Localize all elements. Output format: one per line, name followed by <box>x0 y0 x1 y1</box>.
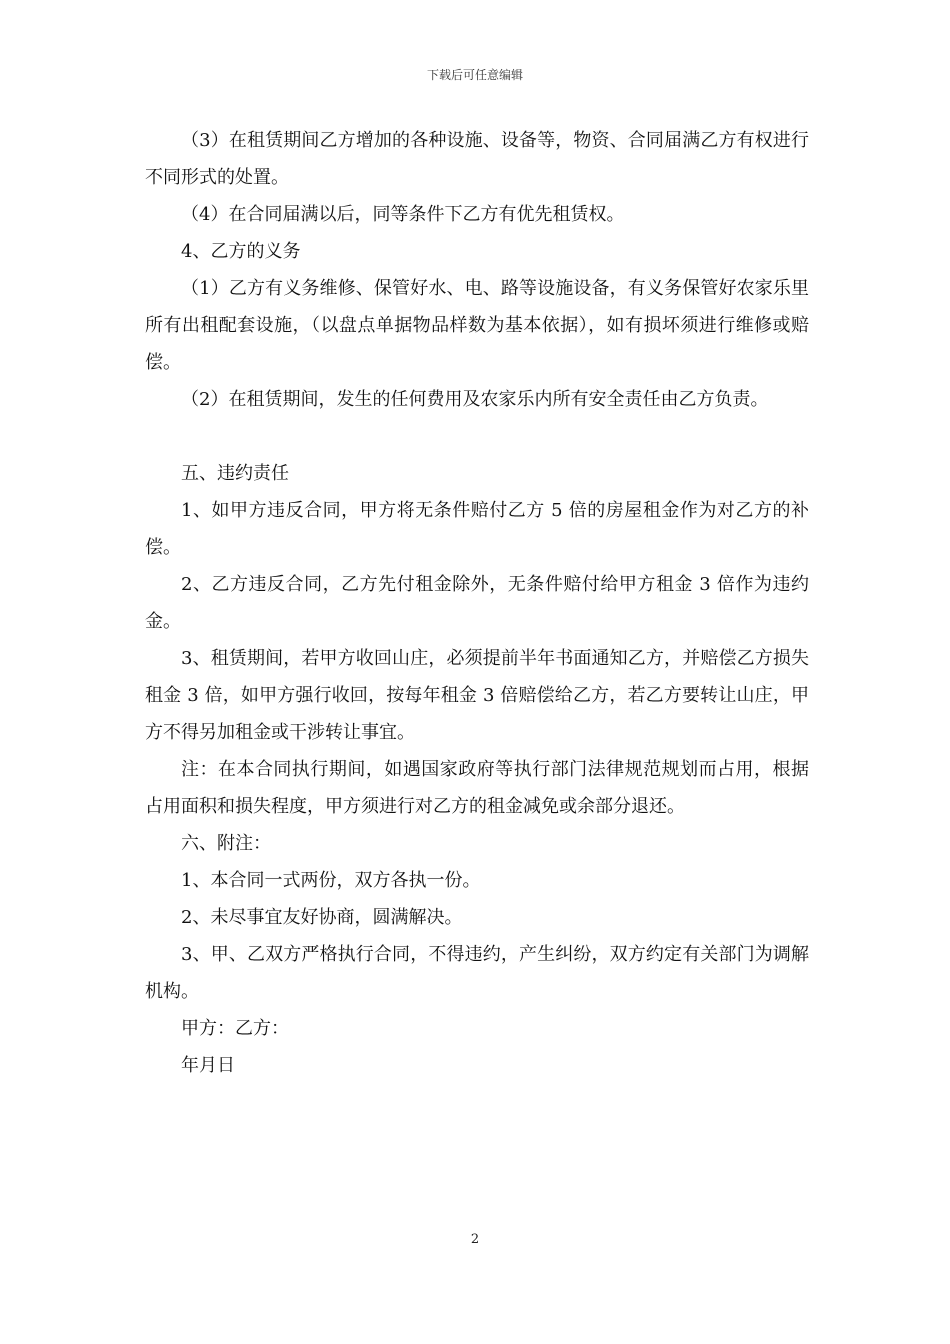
section-heading-appendix: 六、附注： <box>181 833 271 854</box>
date-line: 年月日 <box>181 1055 235 1076</box>
paragraph-clause-3-4: （4）在合同届满以后，同等条件下乙方有优先租赁权。 <box>181 204 625 225</box>
document-body <box>145 122 809 1084</box>
paragraph-clause-3-3: （3）在租赁期间乙方增加的各种设施、设备等，物资、合同届满乙方有权进行不同形式的处置。 <box>145 130 809 188</box>
paragraph-appendix-3: 3、甲、乙双方严格执行合同，不得违约，产生纠纷，双方约定有关部门为调解机构。 <box>145 944 809 1002</box>
section-heading-breach: 五、违约责任 <box>181 463 289 484</box>
subheading-party-b-obligations: 4、乙方的义务 <box>181 241 301 262</box>
paragraph-obligation-2: （2）在租赁期间，发生的任何费用及农家乐内所有安全责任由乙方负责。 <box>181 389 769 410</box>
paragraph-breach-1: 1、如甲方违反合同，甲方将无条件赔付乙方 5 倍的房屋租金作为对乙方的补偿。 <box>145 500 809 558</box>
page-number: 2 <box>470 1232 480 1247</box>
paragraph-breach-2: 2、乙方违反合同，乙方先付租金除外，无条件赔付给甲方租金 3 倍作为违约金。 <box>145 574 809 632</box>
paragraph-appendix-2: 2、未尽事宜友好协商，圆满解决。 <box>181 907 463 928</box>
page-header: 下载后可任意编辑 <box>426 68 523 82</box>
blank-line <box>145 418 809 455</box>
paragraph-breach-3: 3、租赁期间，若甲方收回山庄，必须提前半年书面通知乙方，并赔偿乙方损失租金 3 倍，如甲方强行收回，按每年租金 3 倍赔偿给乙方，若乙方要转让山庄，甲方不得另加租金或干涉转让事宜。 <box>145 648 809 743</box>
paragraph-obligation-1: （1）乙方有义务维修、保管好水、电、路等设施设备，有义务保管好农家乐里所有出租配套设施，（以盘点单据物品样数为基本依据），如有损坏须进行维修或赔偿。 <box>145 278 809 373</box>
signature-line: 甲方：乙方： <box>181 1018 289 1039</box>
paragraph-note: 注：在本合同执行期间，如遇国家政府等执行部门法律规范规划而占用，根据占用面积和损失程度，甲方须进行对乙方的租金减免或余部分退还。 <box>145 759 809 817</box>
paragraph-appendix-1: 1、本合同一式两份，双方各执一份。 <box>181 870 481 891</box>
